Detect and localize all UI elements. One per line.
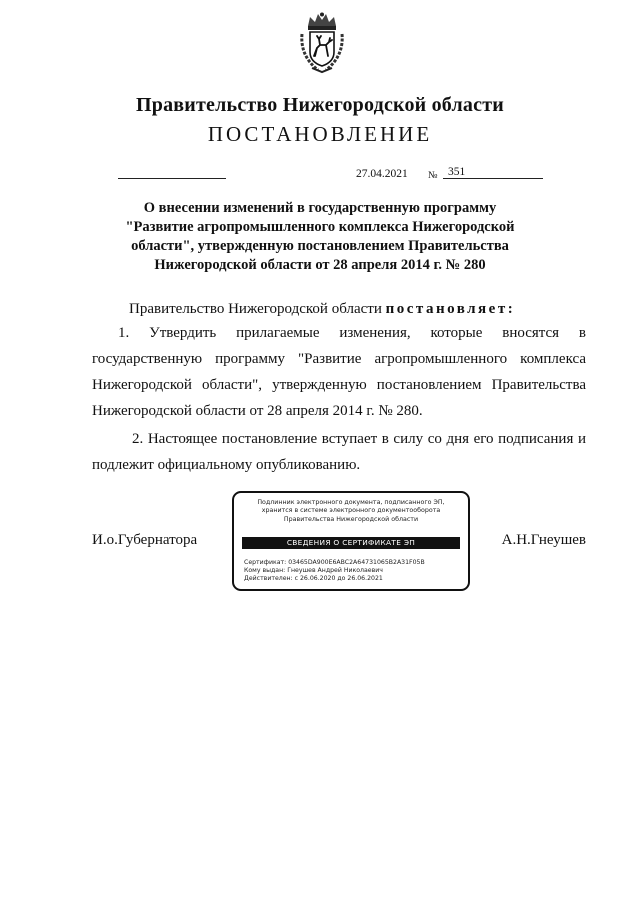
item-1-paragraph: 1. Утвердить прилагаемые изменения, которые вносятся в государственную программу "Развитие агропромышленного комплекса Нижегородской области", утвержденную постановлением Правительства Нижегородской области от 28 апреля 2014 г. № 280. (92, 325, 586, 419)
stamp-line-3: Правительства Нижегородской области (283, 515, 419, 523)
organization-title: Правительство Нижегородской области (136, 94, 504, 116)
issued-to-row (244, 567, 425, 575)
signatory-position: И.о.Губернатора (92, 532, 198, 548)
valid-label: Действителен: (244, 575, 293, 582)
stamp-line-2: хранится в системе электронного документооборота (261, 507, 441, 515)
certificate-row (244, 559, 425, 567)
document-date: 27.04.2021 (356, 168, 408, 180)
number-underline (443, 178, 543, 179)
coat-of-arms-emblem (298, 12, 346, 74)
item-2-paragraph: 2. Настоящее постановление вступает в силу со дня его подписания и подлежит официальному опубликованию. (92, 431, 586, 473)
valid-row (244, 575, 425, 583)
signatory-name: А.Н.Гнеушев (501, 532, 586, 548)
stamp-header (234, 499, 468, 524)
issued-to-label: Кому выдан: (244, 567, 286, 574)
intro-text: Правительство Нижегородской области (129, 301, 386, 317)
blank-line-left (118, 178, 226, 179)
intro-paragraph (129, 296, 589, 322)
resolves-text: постановляет: (385, 301, 516, 317)
valid-value: с 26.06.2020 до 26.06.2021 (294, 575, 383, 582)
certificate-value: 03465DA900E6ABC2A64731065B2A31F05B (288, 559, 425, 566)
electronic-signature-stamp (232, 491, 470, 591)
certificate-label: Сертификат: (244, 559, 287, 566)
document-heading: О внесении изменений в государственную программу "Развитие агропромышленного комплекса Нижегородской области", утвержденную постановлением Правительства Нижегородской области от 28 апреля 2014 г. № 280 (125, 200, 515, 273)
issued-to-value: Гнеушев Андрей Николаевич (287, 567, 383, 574)
stamp-line-1: Подлинник электронного документа, подписанного ЭП, (257, 499, 445, 506)
document-number: 351 (448, 166, 466, 178)
stamp-certificate-info (244, 559, 425, 583)
number-sign: № (428, 170, 438, 181)
document-type: ПОСТАНОВЛЕНИЕ (207, 122, 433, 146)
stamp-certificate-bar: СВЕДЕНИЯ О СЕРТИФИКАТЕ ЭП (242, 537, 460, 549)
